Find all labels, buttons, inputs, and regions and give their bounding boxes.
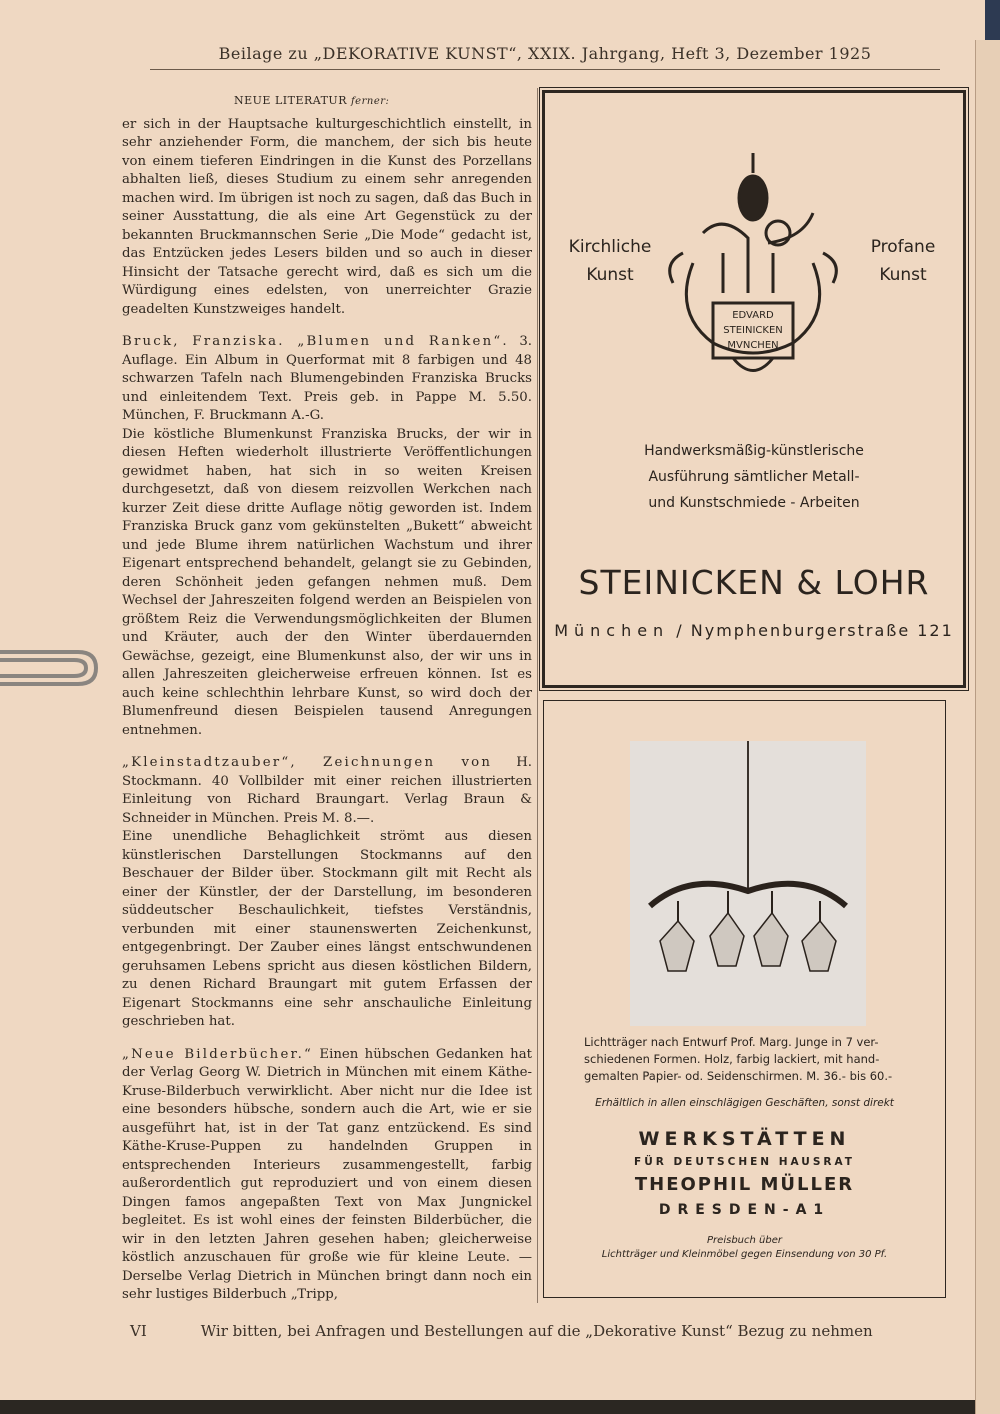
ad-street: / Nymphenburgerstraße 121 xyxy=(676,621,954,640)
review-bilderbuecher-title: „Neue Bilderbücher.“ xyxy=(122,1046,314,1062)
review-bruck-text: Die köstliche Blumenkunst Franziska Brucks, der wir in diesen Heften wiederholt illustrierte Veröffentlichungen gewidmet haben, hat sich in so weiten Kreisen durchgesetzt, daß von diesem reizvollen Werkchen nach kurzer Zeit diese dritte Auflage nötig geworden ist. Indem Franziska Bruck ganz vom gekünstelten „Bukett“ abweicht und jede Blume ihrem natürlichen Wachstum und ihrer Eigenart entsprechend behandelt, gelangt sie zu Gebinden, deren Schönheit jeden gefangen nehmen muß. Dem Wechsel der Jahreszeiten folgend werden an Beispielen von größtem Reiz die Verwendungsmöglichkeiten der Blumen und Kräuter, auch der den Winter überdauernden Gewächse, gezeigt, eine Blumenkunst also, der wir uns in allen Jahreszeiten gleicherweise erfreuen können. Ist es auch keine schlechthin lehrbare Kunst, so wird doch der Blumenfreund diesen Beispielen tausend Anregungen entnehmen. xyxy=(122,426,532,738)
review-kleinstadt-title: „Kleinstadtzauber“, Zeichnungen von xyxy=(122,755,493,770)
page-footer xyxy=(130,1322,930,1340)
review-bruck-title: Bruck, Franziska. „Blumen und Ranken“. xyxy=(122,334,509,349)
ad-right-label-line1: Profane xyxy=(870,237,936,257)
ad-firm-name: STEINICKEN & LOHR xyxy=(578,563,930,602)
literature-column xyxy=(122,92,532,1305)
ad-caption-line2: schiedenen Formen. Holz, farbig lackiert, mit hand- xyxy=(584,1052,880,1066)
ad-firm-name: WERKSTÄTTEN xyxy=(638,1128,851,1150)
emblem-line3: MVNCHEN xyxy=(727,340,779,351)
chandelier-photo xyxy=(630,741,866,1026)
running-header xyxy=(150,40,940,70)
footer-text: Wir bitten, bei Anfragen und Bestellungen auf die „Dekorative Kunst“ Bezug zu nehmen xyxy=(200,1322,873,1340)
ad-city: München xyxy=(554,621,670,640)
review-bruck xyxy=(122,333,532,426)
ad-desc-line1: Handwerksmäßig-künstlerische xyxy=(644,443,864,459)
ad-availability: Erhältlich in allen einschlägigen Geschäften, sonst direkt xyxy=(595,1097,894,1109)
adjacent-page-edge xyxy=(975,40,1000,1414)
ad-left-label-line2: Kunst xyxy=(586,265,634,285)
review-kleinstadt-info: H. Stockmann. 40 Vollbilder mit einer reichen illustrierten Einleitung von Richard Braungart. Verlag Braun & Schneider in München. Preis M. 8.—. xyxy=(122,755,533,826)
review-bilderbuecher-text: Einen hübschen Gedanken hat der Verlag Georg W. Dietrich in München mit einem Käthe-Kruse-Bilderbuch verwirklicht. Aber nicht nur die Idee ist eine besonders hübsche, sondern auch die Art, wie er sie ausgeführt hat, ist in der Tat ganz entzückend. Es sind Käthe-Kruse-Puppen zu handelnden Gruppen in entsprechenden Interieurs zusammengestellt, farbig außerordentlich gut reproduziert und von einem diesen Dingen famos angepaßten Text von Max Jungnickel begleitet. Es ist wohl eines der feinsten Bilderbücher, die wir in den letzten Jahren gesehen haben; gleicherweise köstlich anzuschauen für große wie für kleine Leute. — Derselbe Verlag Dietrich in München bringt dann noch ein sehr lustiges Bilderbuch „Tripp, xyxy=(122,1046,532,1302)
review-porzellan-text: er sich in der Hauptsache kulturgeschichtlich einstellt, in sehr anziehender Form, die manchem, der sich bis heute von einem tieferen Eindringen in die Kunst des Porzellans abhalten ließ, dieses Studium zu einem sehr anregenden machen wird. Im übrigen ist noch zu sagen, daß das Buch in seiner Ausstattung, die als eine Art Gegenstück zu der bekannten Bruckmannschen Serie „Die Mode“ gedacht ist, das Entzücken jedes Lesers bilden und so auch in dieser Hinsicht der Tatsache gerecht wird, daß es sich um die Würdigung eines edelsten, von unerreichter Grazie geadelten Kunstzweiges handelt. xyxy=(122,116,532,317)
ad-right-label xyxy=(863,233,943,289)
ad-left-label xyxy=(565,233,655,289)
review-bilderbuecher xyxy=(122,1046,532,1305)
emblem-line1: EDVARD xyxy=(732,310,774,321)
header-text: Beilage zu „DEKORATIVE KUNST“, XXIX. Jahrgang, Heft 3, Dezember 1925 xyxy=(218,44,872,63)
column-divider xyxy=(537,88,538,1303)
ad-description xyxy=(545,438,963,516)
emblem-line2: STEINICKEN xyxy=(723,325,783,336)
section-suffix: ferner: xyxy=(350,96,390,107)
ad-desc-line2: Ausführung sämtlicher Metall- xyxy=(648,469,860,485)
ad-owner: THEOPHIL MÜLLER xyxy=(634,1174,855,1195)
ad-pricebook-detail: Lichtträger und Kleinmöbel gegen Einsendung von 30 Pf. xyxy=(601,1249,888,1260)
ad-desc-line3: und Kunstschmiede - Arbeiten xyxy=(648,495,860,511)
review-bruck-info: 3. Auflage. Ein Album in Querformat mit 8 farbigen und 48 schwarzen Tafeln nach Blumengebinden Franziska Brucks und einleitendem Text. Preis geb. in Pappe M. 5.50. München, F. Bruckmann A.-G. xyxy=(122,334,533,423)
ad-pricebook: Preisbuch über xyxy=(707,1235,782,1246)
ad-caption-line1: Lichtträger nach Entwurf Prof. Marg. Junge in 7 ver- xyxy=(584,1035,879,1049)
page-number: VI xyxy=(130,1322,147,1340)
ad-firm-subtitle: FÜR DEUTSCHEN HAUSRAT xyxy=(634,1156,855,1168)
werkstaetten-ad xyxy=(543,700,946,1298)
ad-caption xyxy=(584,1034,914,1085)
review-kleinstadt xyxy=(122,754,532,828)
ironwork-emblem-icon xyxy=(653,143,853,393)
section-heading xyxy=(122,92,532,112)
section-title: NEUE LITERATUR xyxy=(234,94,347,107)
ad-right-label-line2: Kunst xyxy=(879,265,927,285)
ad-city: DRESDEN-A1 xyxy=(658,1202,831,1218)
paper-clip-icon xyxy=(0,612,100,712)
steinicken-lohr-ad xyxy=(542,90,966,688)
ad-left-label-line1: Kirchliche xyxy=(568,237,652,257)
review-kleinstadt-text: Eine unendliche Behaglichkeit strömt aus diesen künstlerischen Darstellungen Stockmanns auf den Beschauer der Bilder über. Stockmann gilt mit Recht als einer der Künstler, der der Darstellung, im besonderen süddeutscher Beschaulichkeit, tiefstes Verständnis, verbunden mit einer staunenswerten Zeichenkunst, entgegenbringt. Der Zauber eines längst entschwundenen geruhsamen Lebens spricht aus diesen köstlichen Bildern, zu denen Richard Braungart mit gutem Erfassen der Eigenart Stockmanns eine sehr anschauliche Einleitung geschrieben hat. xyxy=(122,829,532,1029)
ad-caption-line3: gemalten Papier- od. Seidenschirmen. M. 36.- bis 60.- xyxy=(584,1069,893,1083)
ad-address xyxy=(545,621,963,640)
